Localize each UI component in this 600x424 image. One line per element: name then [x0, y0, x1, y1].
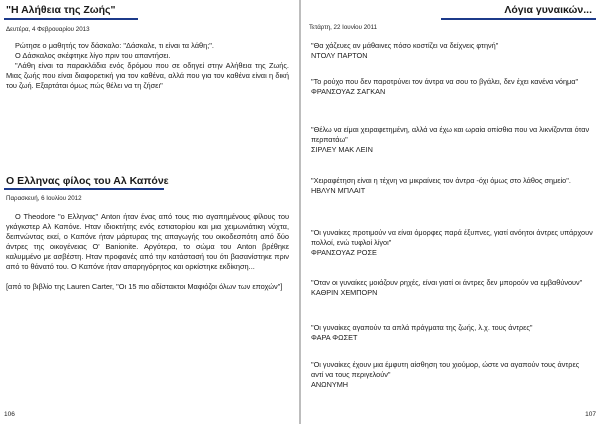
article1-body: [6, 41, 289, 91]
quote-author: ΑΝΩΝΥΜΗ: [311, 380, 349, 389]
article2-date: Παρασκευή, 6 Ιουλίου 2012: [6, 195, 82, 202]
quote-author: ΝΤΟΛΥ ΠΑΡΤΟΝ: [311, 51, 368, 60]
quote-text: "Χειραφέτηση είναι η τέχνη να μικραίνεις τον άντρα -όχι όμως στο λάθος σημείο".: [311, 176, 571, 185]
quote-text: "Θέλω να είμαι χειραφετημένη, αλλά να έχω και ωραία οπίσθια που να λικνίζονται όταν περπατάω": [311, 125, 590, 144]
quote-item: [311, 125, 593, 155]
article1-date: Δευτέρα, 4 Φεβρουαρίου 2013: [6, 26, 90, 33]
article2-paragraph: O Theodore "ο Ελληνας" Anton ήταν ένας από τους πιο αγαπημένους φίλους του γκάγκστερ Αλ Καπόνε. Ηταν ιδιοκτήτης ενός εστιατορίου και μια χειμωνιάτικη νύχτα, δειπνώντας εκεί, ο Καπόνε ήταν μάρτυρας της απαγωγής του οικοδεσπότη από δύο άντρες της οικογένειας Ο' Banionite. Αργότερα, το σώμα του Anton βρέθηκε καλυμμένο με ασβέστη. Ηταν προφανές από την κατάστασή του ότι βασανίστηκε πριν από το θάνατό του. Ο Καπόνε ήταν απαρηγόρητος και ορκίστηκε εκδίκηση...: [6, 212, 289, 271]
quote-text: "Οι γυναίκες έχουν μια έμφυτη αίσθηση του χιούμορ, ώστε να αγαπούν τους άντρες αντί να τους περιγελούν": [311, 360, 580, 379]
quote-item: [311, 278, 593, 298]
quote-item: [311, 323, 593, 343]
quote-item: [311, 176, 593, 196]
quote-text: "Οι γυναίκες αγαπούν τα απλά πράγματα της ζωής, λ.χ. τους άντρες": [311, 323, 533, 332]
quote-item: [311, 360, 593, 390]
page-number-right: 107: [585, 411, 596, 418]
page-number-left: 106: [4, 411, 15, 418]
quote-author: ΦΡΑΝΣΟΥΑΖ ΣΑΓΚΑΝ: [311, 87, 386, 96]
quote-author: ΦΡΑΝΣΟΥΑΖ ΡΟΣΕ: [311, 248, 377, 257]
article1-paragraph: Ρώτησε ο μαθητής τον δάσκαλο: "Δάσκαλε, τι είναι τα λάθη;".: [15, 41, 214, 50]
article1-paragraph: "Λάθη είναι τα παρακλάδια ενός δρόμου που σε οδηγεί στην Αλήθεια της Ζωής. Μιας ζωής που είναι διαφορετική για τον καθένα, αλλά που για τον καθένα είναι η δική του ζωή. Εξαρτάται όμως πώς θέλει να τη ζήσει": [6, 61, 289, 90]
left-page: [0, 0, 299, 424]
article1-paragraph: Ο Δάσκαλος σκέφτηκε λίγο πριν του απαντήσει.: [15, 51, 171, 60]
quote-text: "Θα χάζευες αν μάθαινες πόσο κοστίζει να δείχνεις φτηνή": [311, 41, 499, 50]
quote-text: "Το ρούχο που δεν παροτρύνει τον άντρα να σου το βγάλει, δεν έχει κανένα νόημα": [311, 77, 579, 86]
quote-item: [311, 77, 593, 97]
right-page: [301, 0, 600, 424]
quote-author: ΦΑΡΑ ΦΩΣΕΤ: [311, 333, 358, 342]
quote-item: [311, 41, 593, 61]
article2-source: [από το βιβλίο της Lauren Carter, "Οι 15 πιο αδίστακτοι Μαφιόζοι όλων των εποχών"]: [6, 282, 283, 291]
right-page-date: Τετάρτη, 22 Ιουνίου 2011: [309, 24, 378, 31]
article2-title-rule: [4, 188, 164, 190]
quote-author: ΗΒΛΥΝ ΜΠΛΑΙΤ: [311, 186, 366, 195]
quote-author: ΚΑΘΡΙΝ ΧΕΜΠΟΡΝ: [311, 288, 378, 297]
quote-text: "Οι γυναίκες προτιμούν να είναι όμορφες παρά έξυπνες, γιατί ανόητοι άντρες υπάρχουν πολλοί, ενώ τυφλοί λίγοι": [311, 228, 593, 247]
right-title-rule: [441, 18, 596, 20]
article1-title-rule: [4, 18, 138, 20]
right-page-title: Λόγια γυναικών...: [504, 4, 592, 16]
quote-item: [311, 228, 593, 258]
article2-body: [6, 212, 289, 292]
quote-text: "Οταν οι γυναίκες μοιάζουν ρηχές, είναι γιατί οι άντρες δεν μπορούν να εμβαθύνουν": [311, 278, 583, 287]
quote-author: ΣΙΡΛΕΥ ΜΑΚ ΛΕΙΝ: [311, 145, 373, 154]
article1-title: "Η Αλήθεια της Ζωής": [6, 4, 116, 16]
article2-title: Ο Ελληνας φίλος του Αλ Καπόνε: [6, 175, 169, 187]
